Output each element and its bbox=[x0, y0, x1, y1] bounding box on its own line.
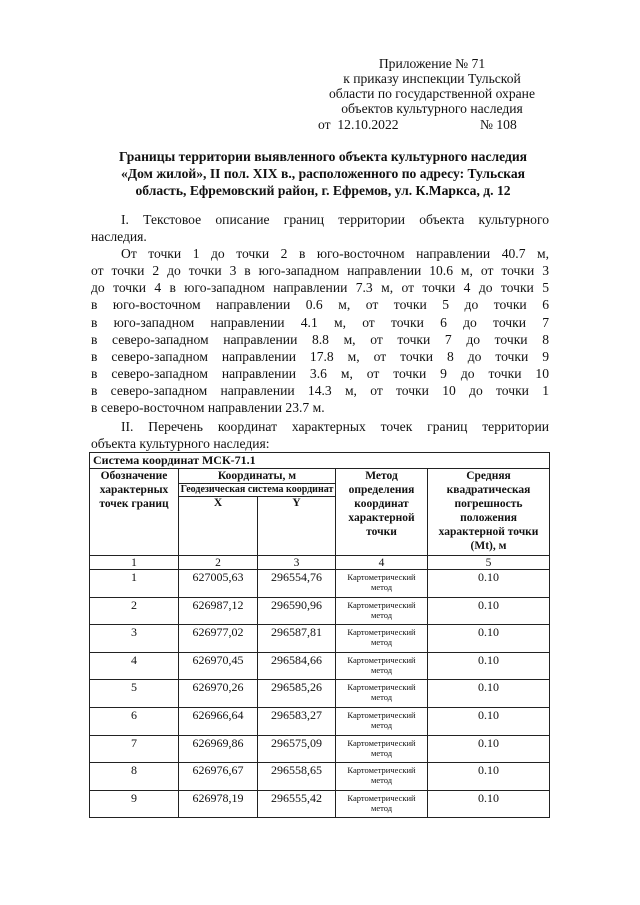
accuracy-cell: 0.10 bbox=[428, 763, 550, 791]
paragraph-line: до точки 4 в юго-западном направлении 7.3 м, от точки 4 до точки 5 bbox=[91, 280, 549, 296]
y-cell: 296555,42 bbox=[258, 790, 336, 818]
column-number: 5 bbox=[428, 556, 550, 570]
table-row bbox=[90, 680, 550, 708]
point-cell: 9 bbox=[90, 790, 179, 818]
y-cell: 296584,66 bbox=[258, 652, 336, 680]
accuracy-cell: 0.10 bbox=[428, 652, 550, 680]
paragraph-line: II. Перечень координат характерных точек границ территории bbox=[121, 419, 549, 434]
accuracy-cell: 0.10 bbox=[428, 680, 550, 708]
x-cell: 626970,45 bbox=[179, 652, 258, 680]
paragraph-line: в северо-восточном направлении 23.7 м. bbox=[91, 400, 325, 416]
x-cell: 626970,26 bbox=[179, 680, 258, 708]
table-row bbox=[90, 625, 550, 653]
appendix-header bbox=[312, 56, 552, 116]
accuracy-cell: 0.10 bbox=[428, 790, 550, 818]
title-line: область, Ефремовский район, г. Ефремов, ул. К.Маркса, д. 12 bbox=[135, 183, 511, 198]
coordinates-table bbox=[89, 452, 550, 818]
accuracy-cell: 0.10 bbox=[428, 735, 550, 763]
section-text-description bbox=[91, 211, 549, 416]
paragraph-line: в северо-западном направлении 14.3 м, от точки 10 до точки 1 bbox=[91, 382, 549, 398]
table-row bbox=[90, 707, 550, 735]
header-geodetic-system: Геодезическая система координат bbox=[179, 484, 336, 497]
y-cell: 296558,65 bbox=[258, 763, 336, 791]
x-cell: 626966,64 bbox=[179, 707, 258, 735]
paragraph-line: наследия. bbox=[91, 229, 147, 245]
column-number: 1 bbox=[90, 556, 179, 570]
x-cell: 626969,86 bbox=[179, 735, 258, 763]
table-row bbox=[90, 652, 550, 680]
order-number: № 108 bbox=[480, 117, 517, 132]
y-cell: 296585,26 bbox=[258, 680, 336, 708]
paragraph-line: в северо-западном направлении 8.8 м, от точки 7 до точки 8 bbox=[91, 331, 549, 347]
x-cell: 626977,02 bbox=[179, 625, 258, 653]
document-title bbox=[88, 148, 558, 199]
method-cell: Картометрический метод bbox=[336, 790, 428, 818]
coordinate-system-label: Система координат МСК-71.1 bbox=[90, 453, 550, 469]
method-cell: Картометрический метод bbox=[336, 652, 428, 680]
method-cell: Картометрический метод bbox=[336, 680, 428, 708]
column-number: 3 bbox=[258, 556, 336, 570]
column-number: 2 bbox=[179, 556, 258, 570]
table-row bbox=[90, 735, 550, 763]
point-cell: 4 bbox=[90, 652, 179, 680]
x-cell: 627005,63 bbox=[179, 570, 258, 598]
section-coordinates-list bbox=[91, 418, 549, 452]
header-x: X bbox=[179, 497, 258, 556]
point-cell: 2 bbox=[90, 597, 179, 625]
appendix-line: Приложение № 71 bbox=[378, 56, 486, 71]
paragraph-line: в северо-западном направлении 3.6 м, от точки 9 до точки 10 bbox=[91, 365, 549, 381]
accuracy-cell: 0.10 bbox=[428, 625, 550, 653]
method-cell: Картометрический метод bbox=[336, 597, 428, 625]
accuracy-cell: 0.10 bbox=[428, 707, 550, 735]
column-number-row bbox=[90, 556, 550, 570]
x-cell: 626978,19 bbox=[179, 790, 258, 818]
order-date-line bbox=[318, 117, 517, 133]
y-cell: 296583,27 bbox=[258, 707, 336, 735]
table-row bbox=[90, 790, 550, 818]
method-cell: Картометрический метод bbox=[336, 570, 428, 598]
x-cell: 626976,67 bbox=[179, 763, 258, 791]
method-cell: Картометрический метод bbox=[336, 625, 428, 653]
x-cell: 626987,12 bbox=[179, 597, 258, 625]
column-number: 4 bbox=[336, 556, 428, 570]
y-cell: 296554,76 bbox=[258, 570, 336, 598]
header-method: Метод определения координат характерной точки bbox=[336, 469, 428, 556]
paragraph-line: в юго-восточном направлении 0.6 м, от точки 5 до точки 6 bbox=[91, 297, 549, 313]
header-coordinates: Координаты, м bbox=[179, 469, 336, 484]
title-line: Границы территории выявленного объекта культурного наследия bbox=[118, 149, 528, 164]
paragraph-line: объекта культурного наследия: bbox=[91, 436, 270, 452]
accuracy-cell: 0.10 bbox=[428, 570, 550, 598]
table-row bbox=[90, 763, 550, 791]
appendix-line: объектов культурного наследия bbox=[341, 101, 523, 116]
header-y: Y bbox=[258, 497, 336, 556]
y-cell: 296590,96 bbox=[258, 597, 336, 625]
method-cell: Картометрический метод bbox=[336, 707, 428, 735]
paragraph-line: в северо-западном направлении 17.8 м, от точки 8 до точки 9 bbox=[91, 348, 549, 364]
paragraph-line: в юго-западном направлении 4.1 м, от точки 6 до точки 7 bbox=[91, 314, 549, 330]
point-cell: 3 bbox=[90, 625, 179, 653]
point-cell: 8 bbox=[90, 763, 179, 791]
appendix-line: области по государственной охране bbox=[329, 86, 535, 101]
table-row bbox=[90, 570, 550, 598]
method-cell: Картометрический метод bbox=[336, 735, 428, 763]
y-cell: 296587,81 bbox=[258, 625, 336, 653]
point-cell: 1 bbox=[90, 570, 179, 598]
header-accuracy: Средняя квадратическая погрешность положения характерной точки (Mt), м bbox=[428, 469, 550, 556]
order-date: 12.10.2022 bbox=[337, 117, 399, 132]
point-cell: 5 bbox=[90, 680, 179, 708]
y-cell: 296575,09 bbox=[258, 735, 336, 763]
accuracy-cell: 0.10 bbox=[428, 597, 550, 625]
method-cell: Картометрический метод bbox=[336, 763, 428, 791]
title-line: «Дом жилой», II пол. XIX в., расположенного по адресу: Тульская bbox=[120, 166, 526, 181]
date-prefix: от bbox=[318, 117, 331, 132]
header-designation: Обозначение характерных точек границ bbox=[90, 469, 179, 556]
point-cell: 6 bbox=[90, 707, 179, 735]
paragraph-line: От точки 1 до точки 2 в юго-восточном направлении 40.7 м, bbox=[121, 246, 549, 262]
paragraph-line: I. Текстовое описание границ территории объекта культурного bbox=[121, 212, 549, 227]
point-cell: 7 bbox=[90, 735, 179, 763]
appendix-line: к приказу инспекции Тульской bbox=[343, 71, 521, 86]
table-row bbox=[90, 597, 550, 625]
paragraph-line: от точки 2 до точки 3 в юго-западном направлении 10.6 м, от точки 3 bbox=[91, 263, 549, 279]
